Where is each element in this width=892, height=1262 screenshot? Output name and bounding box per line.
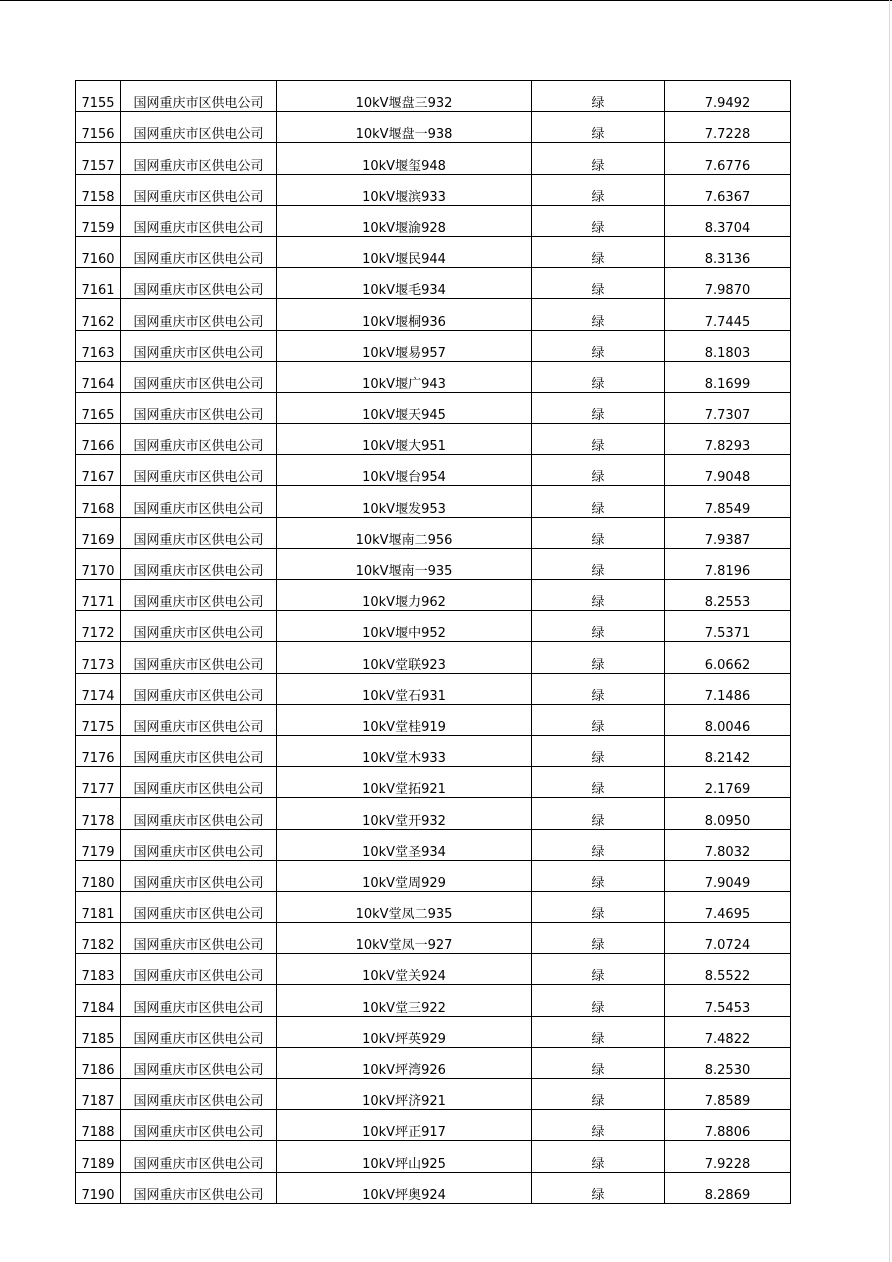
cell-line-name: 10kV堰渝928 xyxy=(277,205,532,236)
cell-index: 7162 xyxy=(76,299,121,330)
table-row xyxy=(76,673,791,704)
cell-line-name: 10kV堰民944 xyxy=(277,236,532,267)
cell-level: 绿 xyxy=(532,923,665,954)
cell-level: 绿 xyxy=(532,829,665,860)
table-row xyxy=(76,923,791,954)
cell-line-name: 10kV堰桐936 xyxy=(277,299,532,330)
cell-index: 7167 xyxy=(76,455,121,486)
cell-company: 国网重庆市区供电公司 xyxy=(121,1079,277,1110)
cell-index: 7175 xyxy=(76,704,121,735)
cell-index: 7161 xyxy=(76,268,121,299)
cell-value: 7.6776 xyxy=(665,143,791,174)
cell-company: 国网重庆市区供电公司 xyxy=(121,611,277,642)
table-row xyxy=(76,860,791,891)
cell-value: 8.5522 xyxy=(665,954,791,985)
cell-line-name: 10kV堰易957 xyxy=(277,330,532,361)
cell-index: 7156 xyxy=(76,112,121,143)
cell-value: 8.2553 xyxy=(665,580,791,611)
cell-company: 国网重庆市区供电公司 xyxy=(121,455,277,486)
cell-line-name: 10kV堰台954 xyxy=(277,455,532,486)
cell-value: 7.8293 xyxy=(665,424,791,455)
cell-line-name: 10kV坪湾926 xyxy=(277,1047,532,1078)
table-row xyxy=(76,455,791,486)
cell-index: 7170 xyxy=(76,548,121,579)
cell-line-name: 10kV坪奥924 xyxy=(277,1172,532,1203)
cell-value: 2.1769 xyxy=(665,767,791,798)
table-row xyxy=(76,829,791,860)
cell-company: 国网重庆市区供电公司 xyxy=(121,236,277,267)
cell-line-name: 10kV堰盘一938 xyxy=(277,112,532,143)
cell-line-name: 10kV堰盘三932 xyxy=(277,81,532,112)
cell-value: 7.7307 xyxy=(665,392,791,423)
cell-level: 绿 xyxy=(532,517,665,548)
cell-index: 7180 xyxy=(76,860,121,891)
table-row xyxy=(76,424,791,455)
cell-index: 7184 xyxy=(76,985,121,1016)
cell-index: 7189 xyxy=(76,1141,121,1172)
table-row xyxy=(76,1079,791,1110)
cell-company: 国网重庆市区供电公司 xyxy=(121,548,277,579)
cell-value: 7.7228 xyxy=(665,112,791,143)
cell-value: 7.0724 xyxy=(665,923,791,954)
cell-index: 7177 xyxy=(76,767,121,798)
cell-index: 7173 xyxy=(76,642,121,673)
cell-company: 国网重庆市区供电公司 xyxy=(121,891,277,922)
cell-value: 7.1486 xyxy=(665,673,791,704)
cell-level: 绿 xyxy=(532,268,665,299)
cell-company: 国网重庆市区供电公司 xyxy=(121,392,277,423)
cell-company: 国网重庆市区供电公司 xyxy=(121,361,277,392)
cell-line-name: 10kV坪山925 xyxy=(277,1141,532,1172)
cell-level: 绿 xyxy=(532,424,665,455)
cell-line-name: 10kV堰南一935 xyxy=(277,548,532,579)
table-row xyxy=(76,611,791,642)
cell-index: 7181 xyxy=(76,891,121,922)
cell-index: 7157 xyxy=(76,143,121,174)
table-row xyxy=(76,81,791,112)
cell-company: 国网重庆市区供电公司 xyxy=(121,860,277,891)
table-row xyxy=(76,735,791,766)
cell-company: 国网重庆市区供电公司 xyxy=(121,673,277,704)
cell-company: 国网重庆市区供电公司 xyxy=(121,143,277,174)
cell-company: 国网重庆市区供电公司 xyxy=(121,704,277,735)
cell-level: 绿 xyxy=(532,642,665,673)
cell-value: 7.9228 xyxy=(665,1141,791,1172)
table-row xyxy=(76,392,791,423)
cell-company: 国网重庆市区供电公司 xyxy=(121,486,277,517)
cell-index: 7155 xyxy=(76,81,121,112)
cell-value: 7.4695 xyxy=(665,891,791,922)
cell-value: 7.7445 xyxy=(665,299,791,330)
cell-value: 7.9870 xyxy=(665,268,791,299)
cell-line-name: 10kV坪济921 xyxy=(277,1079,532,1110)
cell-value: 7.9048 xyxy=(665,455,791,486)
cell-index: 7172 xyxy=(76,611,121,642)
cell-value: 7.9049 xyxy=(665,860,791,891)
cell-line-name: 10kV堂关924 xyxy=(277,954,532,985)
table-row xyxy=(76,767,791,798)
table-row xyxy=(76,517,791,548)
cell-level: 绿 xyxy=(532,486,665,517)
cell-level: 绿 xyxy=(532,1047,665,1078)
cell-company: 国网重庆市区供电公司 xyxy=(121,580,277,611)
cell-company: 国网重庆市区供电公司 xyxy=(121,1172,277,1203)
cell-company: 国网重庆市区供电公司 xyxy=(121,424,277,455)
table-row xyxy=(76,1172,791,1203)
cell-index: 7176 xyxy=(76,735,121,766)
cell-value: 7.8589 xyxy=(665,1079,791,1110)
table-row xyxy=(76,205,791,236)
cell-level: 绿 xyxy=(532,548,665,579)
cell-level: 绿 xyxy=(532,361,665,392)
cell-company: 国网重庆市区供电公司 xyxy=(121,1047,277,1078)
cell-level: 绿 xyxy=(532,985,665,1016)
cell-line-name: 10kV堂凤二935 xyxy=(277,891,532,922)
cell-line-name: 10kV坪正917 xyxy=(277,1110,532,1141)
cell-index: 7190 xyxy=(76,1172,121,1203)
table-row xyxy=(76,891,791,922)
cell-company: 国网重庆市区供电公司 xyxy=(121,299,277,330)
cell-level: 绿 xyxy=(532,299,665,330)
table-row xyxy=(76,1110,791,1141)
cell-company: 国网重庆市区供电公司 xyxy=(121,923,277,954)
cell-level: 绿 xyxy=(532,704,665,735)
cell-company: 国网重庆市区供电公司 xyxy=(121,1016,277,1047)
cell-level: 绿 xyxy=(532,143,665,174)
cell-company: 国网重庆市区供电公司 xyxy=(121,1141,277,1172)
cell-line-name: 10kV堰大951 xyxy=(277,424,532,455)
cell-value: 8.1699 xyxy=(665,361,791,392)
table-row xyxy=(76,1047,791,1078)
cell-value: 8.0950 xyxy=(665,798,791,829)
cell-level: 绿 xyxy=(532,1016,665,1047)
cell-level: 绿 xyxy=(532,735,665,766)
cell-level: 绿 xyxy=(532,174,665,205)
table-row xyxy=(76,642,791,673)
cell-line-name: 10kV堂桂919 xyxy=(277,704,532,735)
cell-index: 7163 xyxy=(76,330,121,361)
cell-value: 7.9387 xyxy=(665,517,791,548)
cell-line-name: 10kV堂周929 xyxy=(277,860,532,891)
cell-level: 绿 xyxy=(532,1172,665,1203)
cell-company: 国网重庆市区供电公司 xyxy=(121,798,277,829)
cell-index: 7185 xyxy=(76,1016,121,1047)
cell-value: 8.2142 xyxy=(665,735,791,766)
cell-value: 7.6367 xyxy=(665,174,791,205)
cell-index: 7182 xyxy=(76,923,121,954)
cell-level: 绿 xyxy=(532,236,665,267)
cell-index: 7188 xyxy=(76,1110,121,1141)
cell-value: 8.3704 xyxy=(665,205,791,236)
cell-value: 8.3136 xyxy=(665,236,791,267)
cell-level: 绿 xyxy=(532,1141,665,1172)
cell-line-name: 10kV堂圣934 xyxy=(277,829,532,860)
table-row xyxy=(76,361,791,392)
cell-company: 国网重庆市区供电公司 xyxy=(121,81,277,112)
cell-line-name: 10kV堂开932 xyxy=(277,798,532,829)
cell-company: 国网重庆市区供电公司 xyxy=(121,1110,277,1141)
cell-index: 7171 xyxy=(76,580,121,611)
cell-level: 绿 xyxy=(532,767,665,798)
table-row xyxy=(76,704,791,735)
table-row xyxy=(76,580,791,611)
cell-line-name: 10kV堰广943 xyxy=(277,361,532,392)
cell-line-name: 10kV堰南二956 xyxy=(277,517,532,548)
cell-line-name: 10kV堂石931 xyxy=(277,673,532,704)
cell-index: 7178 xyxy=(76,798,121,829)
page-right-edge xyxy=(889,0,890,1262)
cell-line-name: 10kV坪英929 xyxy=(277,1016,532,1047)
cell-company: 国网重庆市区供电公司 xyxy=(121,985,277,1016)
table-row xyxy=(76,1141,791,1172)
cell-level: 绿 xyxy=(532,112,665,143)
table-body xyxy=(76,81,791,1204)
cell-level: 绿 xyxy=(532,392,665,423)
cell-index: 7183 xyxy=(76,954,121,985)
cell-company: 国网重庆市区供电公司 xyxy=(121,829,277,860)
cell-company: 国网重庆市区供电公司 xyxy=(121,517,277,548)
cell-level: 绿 xyxy=(532,891,665,922)
cell-level: 绿 xyxy=(532,81,665,112)
cell-index: 7165 xyxy=(76,392,121,423)
cell-line-name: 10kV堰毛934 xyxy=(277,268,532,299)
cell-value: 8.2869 xyxy=(665,1172,791,1203)
table-row xyxy=(76,548,791,579)
cell-level: 绿 xyxy=(532,330,665,361)
cell-company: 国网重庆市区供电公司 xyxy=(121,112,277,143)
cell-value: 6.0662 xyxy=(665,642,791,673)
cell-line-name: 10kV堂拓921 xyxy=(277,767,532,798)
table-row xyxy=(76,798,791,829)
table-row xyxy=(76,236,791,267)
cell-line-name: 10kV堂三922 xyxy=(277,985,532,1016)
cell-company: 国网重庆市区供电公司 xyxy=(121,268,277,299)
page-top-rule xyxy=(0,0,892,1)
cell-level: 绿 xyxy=(532,860,665,891)
cell-level: 绿 xyxy=(532,205,665,236)
cell-value: 7.5371 xyxy=(665,611,791,642)
table-row xyxy=(76,330,791,361)
cell-index: 7158 xyxy=(76,174,121,205)
cell-company: 国网重庆市区供电公司 xyxy=(121,767,277,798)
cell-company: 国网重庆市区供电公司 xyxy=(121,174,277,205)
cell-company: 国网重庆市区供电公司 xyxy=(121,330,277,361)
cell-value: 7.8549 xyxy=(665,486,791,517)
table-row xyxy=(76,143,791,174)
cell-value: 7.9492 xyxy=(665,81,791,112)
cell-index: 7186 xyxy=(76,1047,121,1078)
cell-company: 国网重庆市区供电公司 xyxy=(121,954,277,985)
cell-level: 绿 xyxy=(532,611,665,642)
cell-line-name: 10kV堰力962 xyxy=(277,580,532,611)
cell-line-name: 10kV堰滨933 xyxy=(277,174,532,205)
cell-value: 8.1803 xyxy=(665,330,791,361)
cell-level: 绿 xyxy=(532,798,665,829)
cell-index: 7164 xyxy=(76,361,121,392)
cell-index: 7169 xyxy=(76,517,121,548)
table-row xyxy=(76,174,791,205)
cell-line-name: 10kV堰玺948 xyxy=(277,143,532,174)
table-row xyxy=(76,268,791,299)
cell-index: 7187 xyxy=(76,1079,121,1110)
cell-line-name: 10kV堰发953 xyxy=(277,486,532,517)
cell-index: 7160 xyxy=(76,236,121,267)
cell-line-name: 10kV堂木933 xyxy=(277,735,532,766)
cell-line-name: 10kV堰天945 xyxy=(277,392,532,423)
cell-index: 7179 xyxy=(76,829,121,860)
table-row xyxy=(76,1016,791,1047)
table-row xyxy=(76,486,791,517)
cell-index: 7166 xyxy=(76,424,121,455)
data-table xyxy=(75,80,791,1204)
cell-value: 7.8032 xyxy=(665,829,791,860)
table-row xyxy=(76,985,791,1016)
cell-value: 7.8196 xyxy=(665,548,791,579)
cell-level: 绿 xyxy=(532,1079,665,1110)
cell-index: 7168 xyxy=(76,486,121,517)
cell-line-name: 10kV堂联923 xyxy=(277,642,532,673)
cell-level: 绿 xyxy=(532,455,665,486)
cell-company: 国网重庆市区供电公司 xyxy=(121,642,277,673)
cell-index: 7174 xyxy=(76,673,121,704)
cell-level: 绿 xyxy=(532,673,665,704)
table-row xyxy=(76,112,791,143)
cell-level: 绿 xyxy=(532,580,665,611)
cell-index: 7159 xyxy=(76,205,121,236)
cell-line-name: 10kV堂凤一927 xyxy=(277,923,532,954)
cell-value: 7.8806 xyxy=(665,1110,791,1141)
cell-value: 7.4822 xyxy=(665,1016,791,1047)
table-row xyxy=(76,299,791,330)
cell-line-name: 10kV堰中952 xyxy=(277,611,532,642)
cell-value: 7.5453 xyxy=(665,985,791,1016)
cell-level: 绿 xyxy=(532,954,665,985)
cell-company: 国网重庆市区供电公司 xyxy=(121,735,277,766)
cell-value: 8.0046 xyxy=(665,704,791,735)
table-row xyxy=(76,954,791,985)
cell-company: 国网重庆市区供电公司 xyxy=(121,205,277,236)
cell-level: 绿 xyxy=(532,1110,665,1141)
cell-value: 8.2530 xyxy=(665,1047,791,1078)
